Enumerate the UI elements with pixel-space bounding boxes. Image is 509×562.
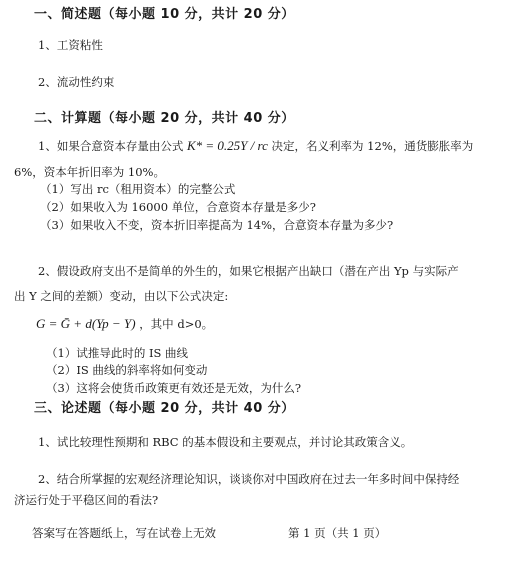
footer-page: 第 1 页（共 1 页） <box>288 526 387 540</box>
q3-2-line1: 2、结合所掌握的宏观经济理论知识，谈谈你对中国政府在过去一年多时间中保持经 <box>38 472 460 486</box>
q2-2-formula-tail: ，其中 d>0。 <box>139 317 214 331</box>
section2-title: 二、计算题（每小题 20 分，共计 40 分） <box>34 111 295 126</box>
q2-2-formula-line <box>36 316 213 332</box>
q2-1-sub-2: （2）如果收入为 16000 单位，合意资本存量是多少? <box>40 200 316 214</box>
q2-1-lead: 1、如果合意资本存量由公式 <box>38 139 184 153</box>
q2-2-line2: 出 Y 之间的差额）变动，由以下公式决定: <box>14 289 229 303</box>
q2-2-sub-1: （1）试推导此时的 IS 曲线 <box>46 346 189 360</box>
section1-item-2: 2、流动性约束 <box>38 75 115 89</box>
q2-1-sub-3: （3）如果收入不变，资本折旧率提高为 14%，合意资本存量为多少? <box>40 218 394 232</box>
q2-1-cont: 6%，资本年折旧率为 10%。 <box>14 165 165 179</box>
section1-item-1: 1、工资粘性 <box>38 38 103 52</box>
q3-2-line2: 济运行处于平稳区间的看法? <box>14 493 159 507</box>
section3-title: 三、论述题（每小题 20 分，共计 40 分） <box>34 401 295 416</box>
q2-1-line1 <box>38 138 473 154</box>
q2-2-sub-2: （2）IS 曲线的斜率将如何变动 <box>46 363 208 377</box>
section1-title: 一、简述题（每小题 10 分，共计 20 分） <box>34 7 295 22</box>
footer-note: 答案写在答题纸上，写在试卷上无效 <box>32 526 216 540</box>
q2-1-tail: 决定，名义利率为 12%，通货膨胀率为 <box>271 139 474 153</box>
q2-1-formula: K* = 0.25Y / rc <box>186 138 268 153</box>
q3-1: 1、试比较理性预期和 RBC 的基本假设和主要观点，并讨论其政策含义。 <box>38 435 413 449</box>
q2-2-line1: 2、假设政府支出不是简单的外生的，如果它根据产出缺口（潜在产出 Yp 与实际产 <box>38 264 459 278</box>
q2-1-sub-1: （1）写出 rc（租用资本）的完整公式 <box>40 182 236 196</box>
q2-2-sub-3: （3）这将会使货币政策更有效还是无效，为什么? <box>46 381 301 395</box>
q2-2-formula: G = Ḡ + d(Yp − Y) <box>36 316 136 331</box>
